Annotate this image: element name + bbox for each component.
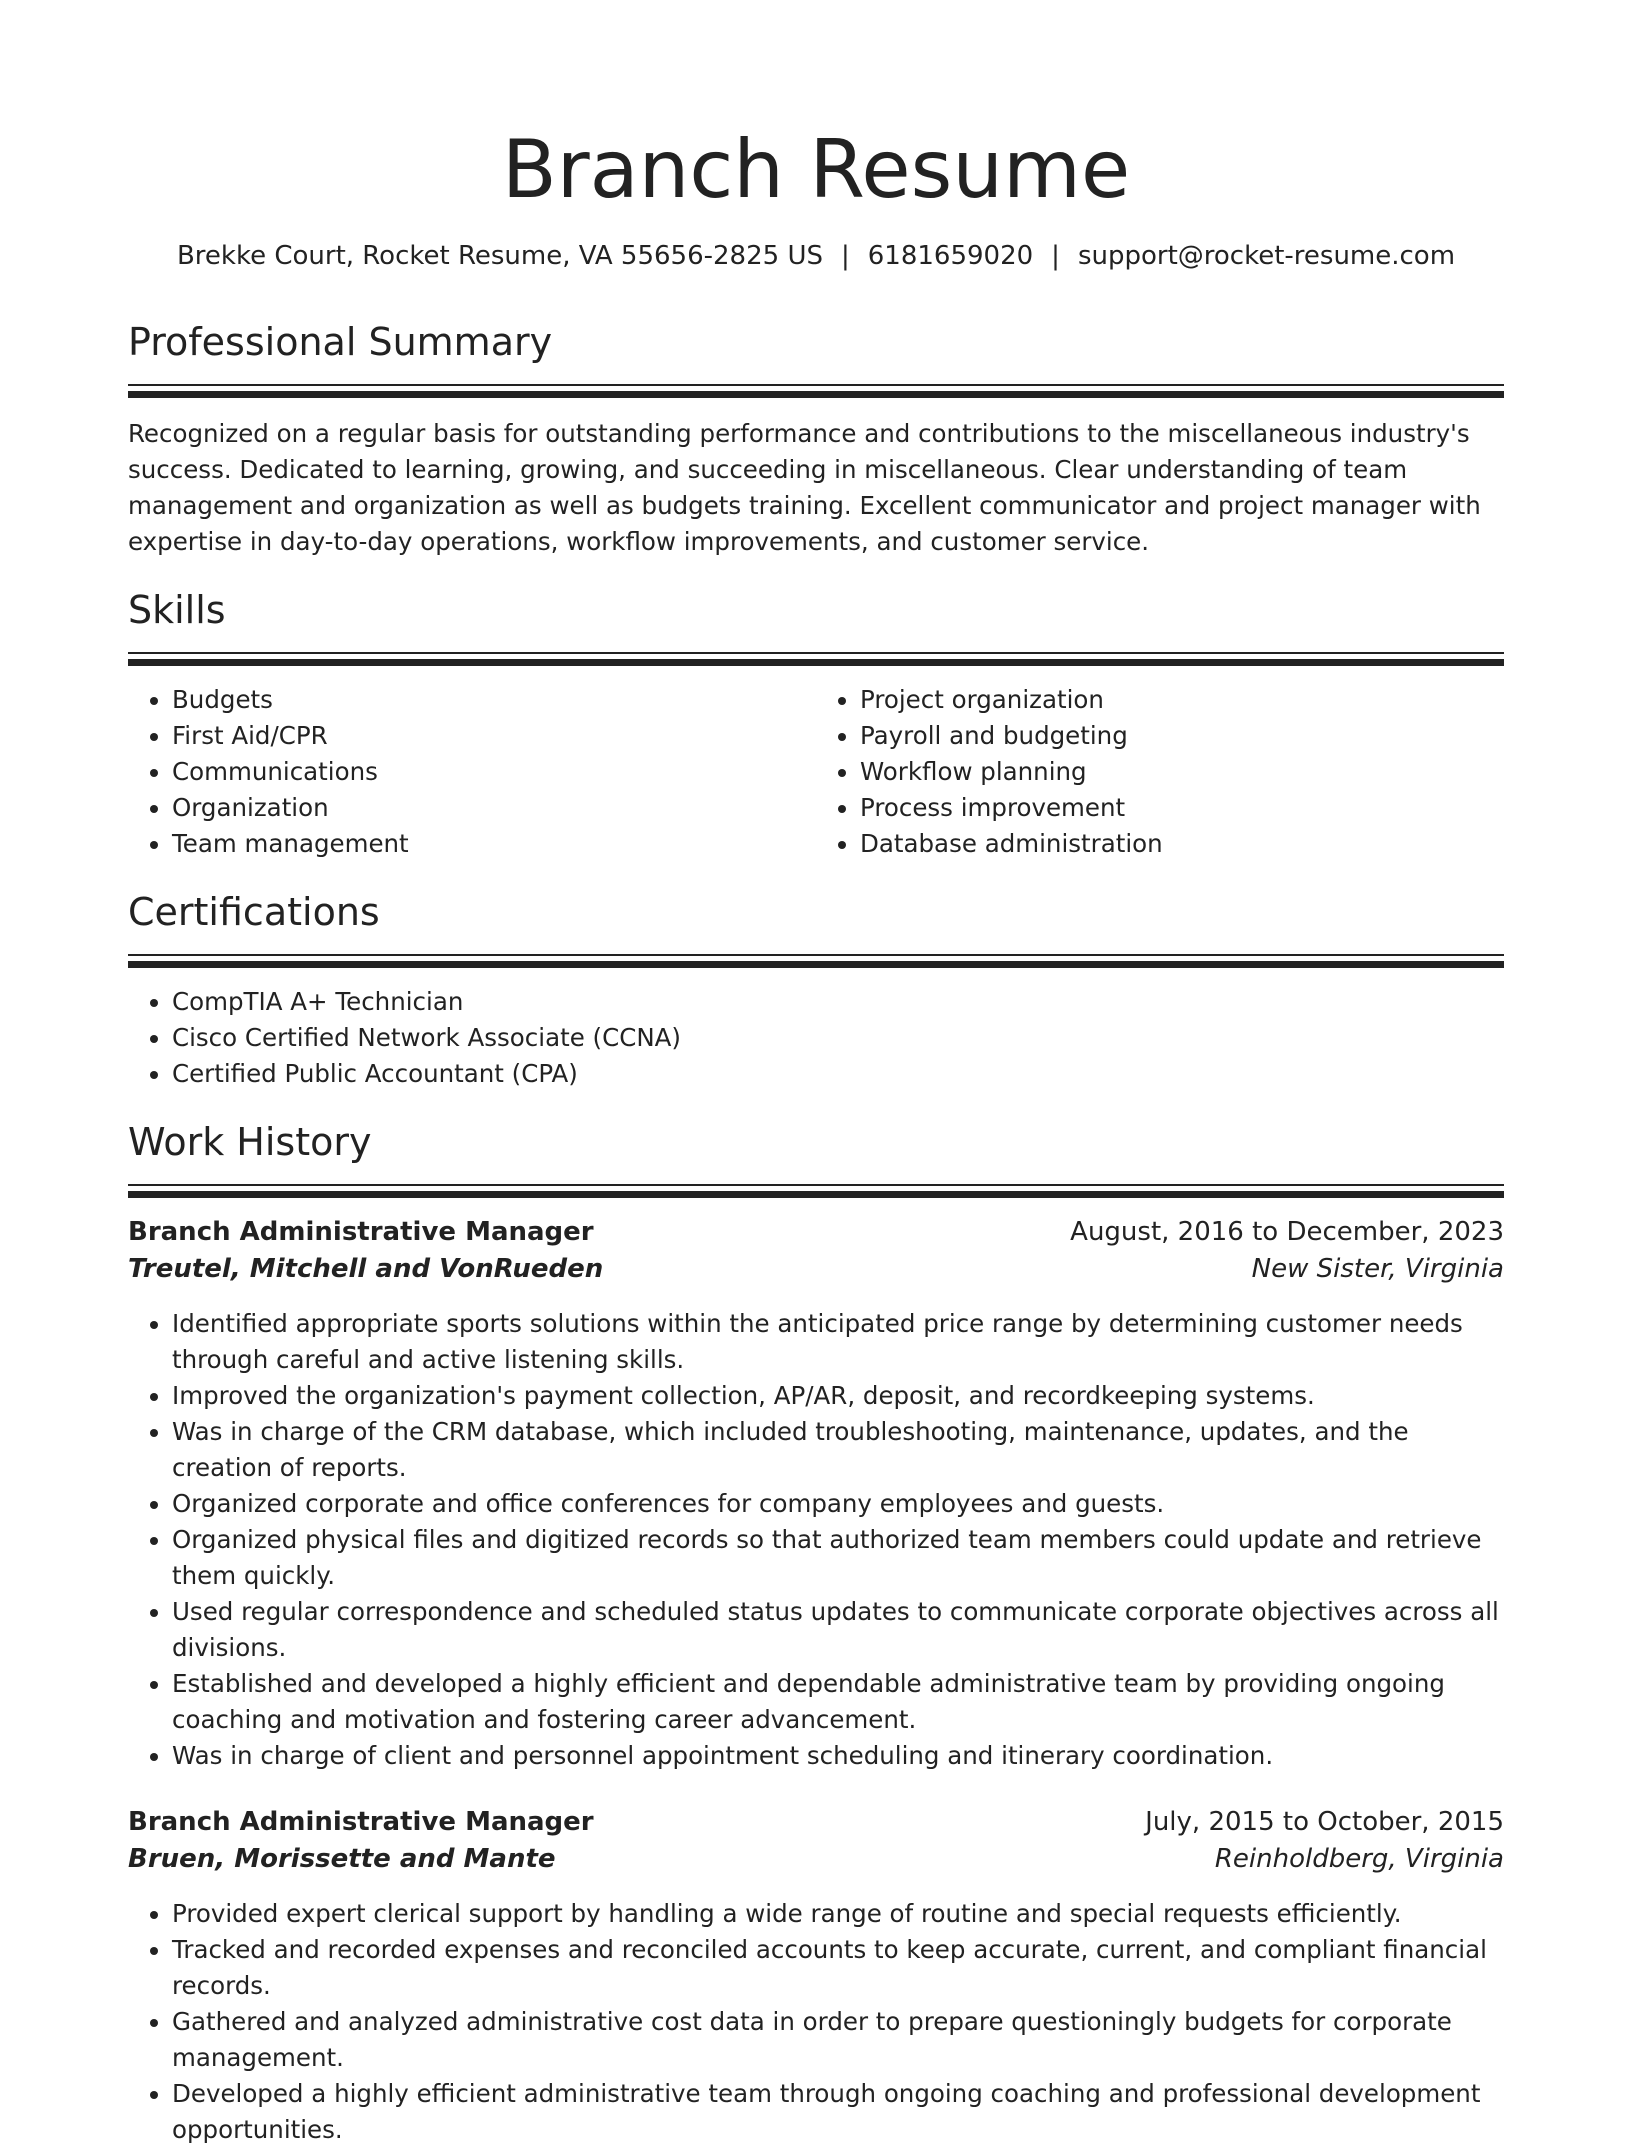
skill-item: • Organization — [172, 790, 816, 826]
skill-item: • Communications — [172, 754, 816, 790]
job-bullet: • Improved the organization's payment collection, AP/AR, deposit, and recordkeeping systems. — [172, 1378, 1504, 1414]
contact-line — [128, 238, 1504, 274]
skills-list-left — [128, 682, 816, 862]
section-divider — [128, 1184, 1504, 1198]
skill-item: • Workflow planning — [860, 754, 1504, 790]
job-bullet: • Developed a highly efficient administrative team through ongoing coaching and professional development opportunities. — [172, 2076, 1504, 2148]
job-bullets — [128, 1896, 1504, 2148]
job-title: Branch Administrative Manager — [128, 1807, 594, 1837]
job-bullet: • Established and developed a highly efficient and dependable administrative team by providing ongoing coaching and motivation and fostering career advancement. — [172, 1666, 1504, 1738]
job-entry — [128, 1214, 1504, 1774]
job-subheader — [128, 1841, 1504, 1878]
certification-item: • CompTIA A+ Technician — [172, 984, 1504, 1020]
certification-item: • Certified Public Accountant (CPA) — [172, 1056, 1504, 1092]
section-title-certifications: Certifications — [128, 890, 380, 934]
job-dates: July, 2015 to October, 2015 — [1145, 1807, 1504, 1837]
work-history-section — [128, 1118, 1504, 2148]
section-title-skills: Skills — [128, 588, 226, 632]
section-divider — [128, 954, 1504, 968]
resume-name: Branch Resume — [501, 123, 1131, 216]
contact-email: support@rocket-resume.com — [1077, 241, 1456, 271]
job-location: New Sister, Virginia — [1251, 1254, 1504, 1284]
section-title-work-history: Work History — [128, 1120, 372, 1164]
section-divider — [128, 384, 1504, 398]
job-bullet: • Identified appropriate sports solutions within the anticipated price range by determining customer needs through careful and active listening skills. — [172, 1306, 1504, 1378]
skill-item: • Payroll and budgeting — [860, 718, 1504, 754]
skill-item: • Budgets — [172, 682, 816, 718]
skill-item: • First Aid/CPR — [172, 718, 816, 754]
skill-item: • Team management — [172, 826, 816, 862]
summary-text: Recognized on a regular basis for outstanding performance and contributions to the miscellaneous industry's success. Dedicated to learning, growing, and succeeding in miscellaneous. Clear understanding of team management and organization as well as budgets training. Excellent communicator and project manager with expertise in day-to-day operations, workflow improvements, and customer service. — [128, 419, 1481, 556]
job-title: Branch Administrative Manager — [128, 1217, 594, 1247]
skill-item: • Project organization — [860, 682, 1504, 718]
contact-address: Brekke Court, Rocket Resume, VA 55656-2825 US — [176, 241, 823, 271]
skill-item: • Database administration — [860, 826, 1504, 862]
job-bullet: • Was in charge of the CRM database, which included troubleshooting, maintenance, updates, and the creation of reports. — [172, 1414, 1504, 1486]
job-bullet: • Organized corporate and office conferences for company employees and guests. — [172, 1486, 1504, 1522]
job-bullet: • Provided expert clerical support by handling a wide range of routine and special requests efficiently. — [172, 1896, 1504, 1932]
skill-item: • Process improvement — [860, 790, 1504, 826]
certifications-list — [128, 984, 1504, 1092]
job-bullet: • Organized physical files and digitized records so that authorized team members could update and retrieve them quickly. — [172, 1522, 1504, 1594]
job-dates: August, 2016 to December, 2023 — [1070, 1217, 1504, 1247]
job-bullet: • Was in charge of client and personnel appointment scheduling and itinerary coordination. — [172, 1738, 1504, 1774]
skills-grid — [128, 666, 1504, 862]
contact-phone: 6181659020 — [867, 241, 1034, 271]
contact-separator: | — [840, 241, 850, 271]
job-header — [128, 1804, 1504, 1841]
job-bullet: • Gathered and analyzed administrative cost data in order to prepare questioningly budgets for corporate management. — [172, 2004, 1504, 2076]
contact-separator: | — [1051, 241, 1060, 271]
job-company: Bruen, Morissette and Mante — [128, 1844, 556, 1874]
skills-section — [128, 586, 1504, 862]
job-subheader — [128, 1251, 1504, 1288]
job-header — [128, 1214, 1504, 1251]
job-location: Reinholdberg, Virginia — [1214, 1844, 1504, 1874]
job-company: Treutel, Mitchell and VonRueden — [128, 1254, 604, 1284]
summary-section — [128, 318, 1504, 560]
job-entry — [128, 1804, 1504, 2148]
section-title-summary: Professional Summary — [128, 320, 553, 364]
skills-list-right — [816, 682, 1504, 862]
job-bullets — [128, 1306, 1504, 1774]
certifications-section — [128, 888, 1504, 1092]
job-bullet: • Tracked and recorded expenses and reconciled accounts to keep accurate, current, and compliant financial records. — [172, 1932, 1504, 2004]
section-divider — [128, 652, 1504, 666]
job-bullet: • Used regular correspondence and scheduled status updates to communicate corporate objectives across all divisions. — [172, 1594, 1504, 1666]
certification-item: • Cisco Certified Network Associate (CCNA) — [172, 1020, 1504, 1056]
